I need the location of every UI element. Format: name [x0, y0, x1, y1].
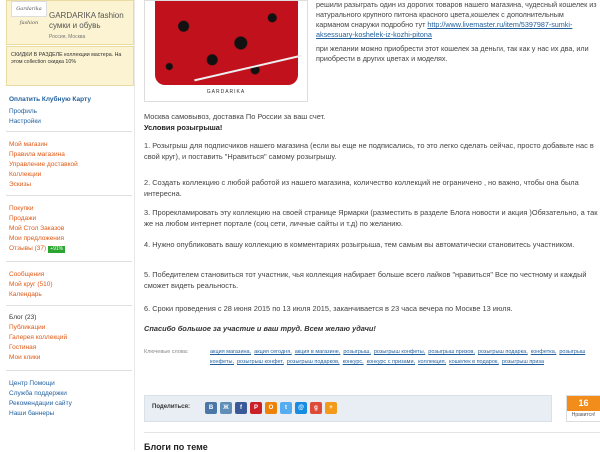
- keyword-tag[interactable]: розыгрыш подарка,: [477, 349, 528, 355]
- keyword-tag[interactable]: розыгрыш конфеты,: [210, 349, 586, 365]
- keyword-tag[interactable]: конкурс с призами,: [366, 359, 416, 365]
- keyword-tag[interactable]: розыгрыш конфеты,: [373, 349, 426, 355]
- rule-1: 1. Розыгрыш для подписчиков нашего магазина (если вы еще не подписались, то это легко сделать сейчас, просто добавьте нас в свой круг), и поставить "Нравиться" самому розыгрышу.: [144, 141, 594, 161]
- main-content: [144, 0, 600, 450]
- sidebar-item-gallery[interactable]: Галерея коллекций: [9, 334, 68, 341]
- sidebar-item-profile[interactable]: Профиль: [9, 108, 38, 115]
- related-blogs-title: Блоги по теме: [144, 442, 208, 452]
- description-extra: при желании можно приобрести этот кошелек за деньги, так как у нас их два, или приобрести в других цветах и моделях.: [316, 44, 589, 63]
- share-label: Поделиться:: [152, 404, 191, 410]
- reviews-label[interactable]: Отзывы (37): [9, 245, 47, 252]
- sidebar-item-collections[interactable]: Коллекции: [9, 171, 42, 178]
- sidebar-item-blog[interactable]: Блог (23): [9, 314, 37, 321]
- share-google-icon[interactable]: g: [310, 402, 322, 414]
- pay-club-card-link[interactable]: Оплатить Клубную Карту: [9, 96, 91, 103]
- share-pinterest-icon[interactable]: P: [250, 402, 262, 414]
- product-description: [316, 0, 598, 64]
- shop-logo[interactable]: Gardarika fashion: [11, 1, 47, 17]
- keyword-tag[interactable]: розыгрыш призов,: [428, 349, 475, 355]
- keyword-tag[interactable]: розыгрыш,: [343, 349, 371, 355]
- keyword-tag[interactable]: кошелек в подарок,: [449, 359, 499, 365]
- sidebar-item-messages[interactable]: Сообщения: [9, 271, 45, 278]
- share-vk-icon[interactable]: В: [205, 402, 217, 414]
- sidebar-divider: [6, 195, 132, 196]
- product-image-caption: GARDARIKA: [206, 89, 246, 95]
- sidebar-item-publications[interactable]: Публикации: [9, 324, 46, 331]
- sidebar-item-recommend[interactable]: Рекомендации сайту: [9, 400, 72, 407]
- keyword-tag[interactable]: акция сегодня,: [254, 349, 292, 355]
- share-more-icon[interactable]: +: [325, 402, 337, 414]
- like-button[interactable]: [566, 395, 600, 422]
- keyword-tag[interactable]: розыгрыш конфет,: [236, 359, 284, 365]
- keyword-tag[interactable]: акция магазина,: [210, 349, 252, 355]
- city-line: Москва самовывоз, доставка По России за ваш счет.: [144, 112, 326, 121]
- rule-3: 3. Прорекламировать эту коллекцию на своей странице Ярмарки (разместить в разделе Блога новости и акция )Обязательно, а так же на любом интернет портале (соц сети, личные сайты и т.д) по желанию.: [144, 208, 598, 228]
- like-label[interactable]: Нравится!: [571, 412, 596, 418]
- keywords-label: Ключевые слова:: [144, 349, 189, 355]
- share-facebook-icon[interactable]: f: [235, 402, 247, 414]
- sidebar: [0, 0, 135, 450]
- sidebar-item-sketches[interactable]: Эскизы: [9, 181, 32, 188]
- rule-2: 2. Создать коллекцию с любой работой из нашего магазина, количество коллекций не ограничено , но важно, чтобы она была интересна.: [144, 178, 579, 198]
- shop-city: Россия, Москва: [49, 34, 86, 40]
- sidebar-item-banners[interactable]: Наши баннеры: [9, 410, 55, 417]
- share-livejournal-icon[interactable]: Ж: [220, 402, 232, 414]
- sidebar-item-fairs[interactable]: Мой Стол Заказов: [9, 225, 65, 232]
- keyword-tag[interactable]: розыгрыш подарков,: [286, 359, 340, 365]
- keyword-tag[interactable]: коллекция,: [418, 359, 447, 365]
- sidebar-divider: [6, 131, 132, 132]
- sidebar-item-my-shop[interactable]: Мой магазин: [9, 141, 48, 148]
- share-bar: [144, 395, 552, 422]
- share-mailru-icon[interactable]: @: [295, 402, 307, 414]
- keywords-list: [210, 347, 598, 367]
- sidebar-item-reviews[interactable]: [9, 245, 65, 253]
- sidebar-item-sales[interactable]: Продажи: [9, 215, 37, 222]
- thanks-note: Спасибо большое за участие и ваш труд. Всем желаю удачи!: [144, 324, 376, 333]
- keyword-tag[interactable]: конкурс,: [342, 359, 364, 365]
- share-twitter-icon[interactable]: t: [280, 402, 292, 414]
- conditions-title: Условия розыгрыша!: [144, 123, 223, 132]
- shop-card[interactable]: [6, 0, 134, 45]
- like-count[interactable]: 16: [567, 396, 600, 411]
- sidebar-divider: [6, 261, 132, 262]
- sidebar-item-calendar[interactable]: Календарь: [9, 291, 42, 298]
- sale-text: СКИДКИ В РАЗДЕЛЕ коллекции мастера. На этом collection скидка 10%: [11, 52, 122, 65]
- sale-notice: [6, 46, 134, 86]
- rule-6: 6. Сроки проведения с 28 июня 2015 по 13 июля 2015, заканчивается в 23 часа вечера по Москве 13 июля.: [144, 304, 513, 313]
- keyword-tag[interactable]: акция в магазине,: [294, 349, 341, 355]
- sidebar-item-support[interactable]: Служба поддержки: [9, 390, 67, 397]
- sidebar-item-circle[interactable]: Мой круг (510): [9, 281, 53, 288]
- product-image[interactable]: [144, 0, 308, 102]
- reviews-badge: +91%: [50, 246, 64, 252]
- sidebar-item-settings[interactable]: Настройки: [9, 118, 41, 125]
- sidebar-item-guestbook[interactable]: Гостиная: [9, 344, 37, 351]
- section-divider: [144, 432, 600, 433]
- sidebar-divider: [6, 305, 132, 306]
- rule-4: 4. Нужно опубликовать вашу коллекцию в комментариях розыгрыша, тем самым вы автоматически становитесь участником.: [144, 240, 575, 249]
- sidebar-item-help[interactable]: Центр Помощи: [9, 380, 55, 387]
- sidebar-item-shop-rules[interactable]: Правила магазина: [9, 151, 65, 158]
- keyword-tag[interactable]: розыгрыш приза: [501, 359, 545, 365]
- sidebar-item-purchases[interactable]: Покупки: [9, 205, 34, 212]
- sidebar-item-offers[interactable]: Мои предложения: [9, 235, 65, 242]
- sidebar-divider: [6, 370, 132, 371]
- sidebar-item-delivery[interactable]: Управление доставкой: [9, 161, 78, 168]
- product-link[interactable]: http://www.livemaster.ru/item/5397987-sumki-aksessuary-koshelek-iz-kozhi-pitona: [316, 20, 573, 39]
- shop-name[interactable]: GARDARIKA fashion сумки и обувь: [49, 11, 124, 30]
- rule-5: 5. Победителем становиться тот участник, чья коллекция набирает больше всего лайков "нравиться" Все по честному и каждый сможет видеть реальность.: [144, 270, 587, 290]
- share-odnoklassniki-icon[interactable]: О: [265, 402, 277, 414]
- description-text: решили разыграть один из дорогих товаров нашего магазина, чудесный кошелек из натурального крупного питона красного цвета,кошелек с дополнительным карманом снаружи подробно тут: [316, 0, 597, 29]
- keyword-tag[interactable]: конфетка,: [530, 349, 557, 355]
- sidebar-item-notes[interactable]: Мои клики: [9, 354, 41, 361]
